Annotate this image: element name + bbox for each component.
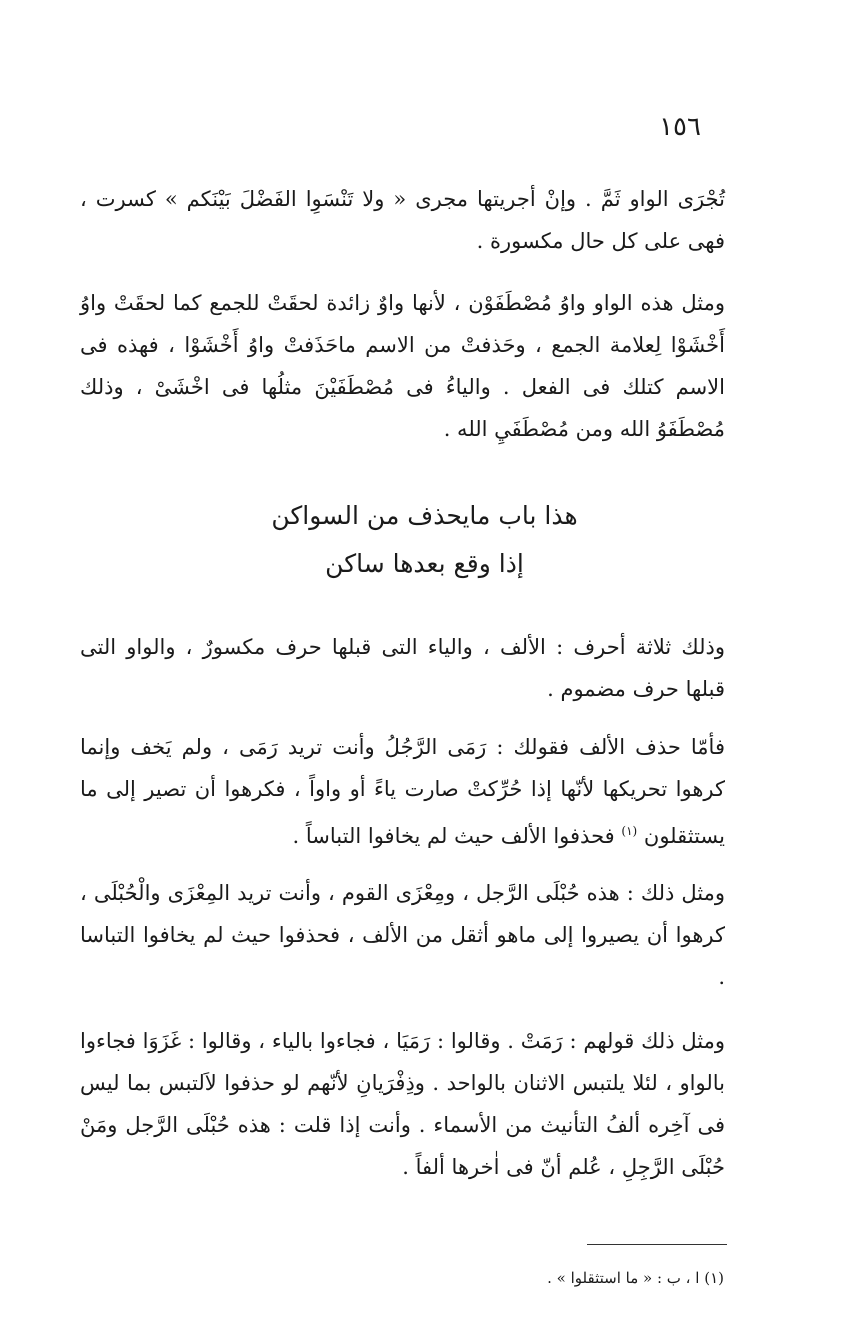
paragraph-1: [80, 178, 725, 262]
heading-line-2: إذا وقع بعدها ساكن: [325, 549, 524, 578]
footnote: (١) ا ، ب : « ما استثقلوا » .: [547, 1269, 724, 1287]
paragraph-2-text: ومثل هذه الواو واوُ مُصْطَفَوْن ، لأنها واوٌ زائدة لحقَتْ للجمع كما لحقَتْ واوُ أَخْشَوْا لِعلامة الجمع ، وحَذفتْ من الاسم ماحَذَفتْ واوُ أَخْشَوْا ، فهذه فى الاسم كتلك فى الفعل . والياءُ فى مُصْطَفَيْنَ مثلُها فى اخْشَىْ ، وذلك مُصْطَفَوُ الله ومن مُصْطَفَيِ الله .: [80, 291, 725, 441]
paragraph-3: [80, 626, 725, 710]
paragraph-6: [80, 1020, 725, 1188]
footnote-divider: [587, 1244, 727, 1245]
paragraph-2: [80, 282, 725, 450]
paragraph-4-tail: فحذفوا الألف حيث لم يخافوا التباساً .: [292, 824, 615, 848]
footnote-reference: (١): [621, 824, 638, 838]
paragraph-6-text: ومثل ذلك قولهم : رَمَتْ . وقالوا : رَمَيَا ، فجاءوا بالياء ، وقالوا : غَزَوَا فجاءوا بالواو ، لئلا يلتبس الاثنان بالواحد . وذِفْرَيانِ لأنّهم لو حذفوا لاَلتبس بما ليس فى آخِره ألفُ التأنيث من الأسماء . وأنت إذا قلت : هذه حُبْلَى الرَّجل ومَنْ حُبْلَى الرَّجِلِ ، عُلم أنّ فى اٰخرها ألفاً .: [80, 1029, 725, 1179]
heading-line-1: هذا باب مايحذف من السواكن: [271, 501, 578, 530]
page-number: ١٥٦: [659, 112, 701, 142]
paragraph-5: [80, 872, 725, 998]
paragraph-4-text: فأمّا حذف الألف فقولك : رَمَى الرَّجُلُ وأنت تريد رَمَى ، ولم يَخف وإنما كرهوا تحريكها لأنّها إذا حُرِّكتْ صارت ياءً أو واواً ، فكرهوا أن تصير إلى ما يستثقلون: [80, 735, 725, 848]
paragraph-4: [80, 726, 725, 857]
paragraph-3-text: وذلك ثلاثة أحرف : الألف ، والياء التى قبلها حرف مكسورٌ ، والواو التى قبلها حرف مضموم .: [80, 635, 725, 701]
chapter-heading: [0, 492, 849, 588]
paragraph-4-wrapper: [80, 726, 725, 857]
paragraph-5-text: ومثل ذلك : هذه حُبْلَى الرَّجل ، ومِعْزَى القوم ، وأنت تريد المِعْزَى والْحُبْلَى ، كرهوا أن يصيروا إلى ماهو أثقل من الألف ، فحذفوا حيث لم يخافوا التباسا .: [80, 881, 725, 989]
paragraph-1-text: تُجْرَى الواو ثَمَّ . وإنْ أجريتها مجرى « ولا تَنْسَوِا الفَضْلَ بَيْنَكم » كسرت ، فهى على كل حال مكسورة .: [80, 187, 725, 253]
